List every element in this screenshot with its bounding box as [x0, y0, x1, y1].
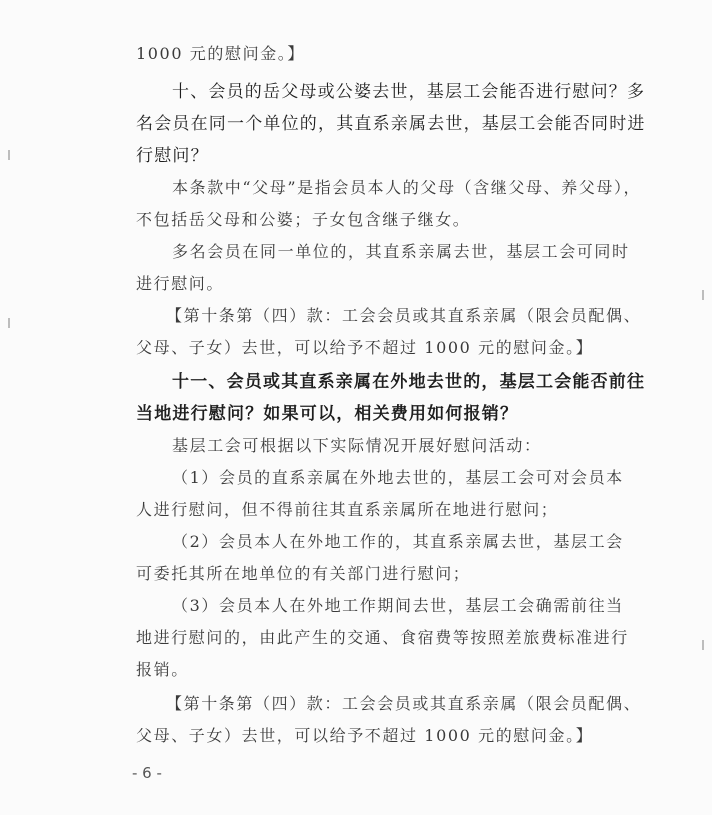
answer-11-item-3: 报销。	[136, 660, 189, 679]
regulation-citation: 父母、子女）去世，可以给予不超过 1000 元的慰问金。】	[136, 338, 594, 357]
answer-10-paragraph: 不包括岳父母和公婆；子女包含继子继女。	[136, 210, 471, 229]
regulation-citation: 父母、子女）去世，可以给予不超过 1000 元的慰问金。】	[136, 726, 594, 745]
answer-11-item-3: 地进行慰问的，由此产生的交通、食宿费等按照差旅费标准进行	[136, 628, 629, 647]
regulation-citation: 【第十条第（四）款：工会会员或其直系亲属（限会员配偶、	[166, 694, 642, 713]
answer-11-item-3: （3）会员本人在外地工作期间去世，基层工会确需前往当	[172, 596, 624, 615]
scan-margin-mark	[702, 290, 704, 300]
answer-11-item-2: （2）会员本人在外地工作的，其直系亲属去世，基层工会	[172, 532, 624, 551]
scan-margin-mark	[8, 150, 10, 160]
regulation-citation: 【第十条第（四）款：工会会员或其直系亲属（限会员配偶、	[166, 306, 642, 325]
answer-11-paragraph: 基层工会可根据以下实际情况开展好慰问活动：	[172, 436, 542, 455]
question-10-heading: 十、会员的岳父母或公婆去世，基层工会能否进行慰问？多	[172, 82, 646, 102]
page-number: - 6 -	[132, 764, 162, 782]
answer-10-paragraph: 本条款中“父母”是指会员本人的父母（含继父母、养父母），	[172, 178, 642, 197]
carryover-line: 1000 元的慰问金。】	[136, 44, 306, 63]
scan-margin-mark	[8, 318, 10, 328]
scan-margin-mark	[702, 640, 704, 650]
answer-10-paragraph: 多名会员在同一单位的，其直系亲属去世，基层工会可同时	[172, 242, 630, 261]
answer-11-item-2: 可委托其所在地单位的有关部门进行慰问；	[136, 564, 471, 583]
answer-10-paragraph: 进行慰问。	[136, 274, 225, 293]
question-10-heading: 行慰问？	[136, 146, 209, 166]
question-11-heading: 十一、会员或其直系亲属在外地去世的，基层工会能否前往	[172, 372, 646, 392]
answer-11-item-1: 人进行慰问，但不得前往其直系亲属所在地进行慰问；	[136, 500, 559, 519]
question-11-heading: 当地进行慰问？如果可以，相关费用如何报销？	[136, 404, 519, 424]
answer-11-item-1: （1）会员的直系亲属在外地去世的，基层工会可对会员本	[172, 468, 624, 487]
question-10-heading: 名会员在同一个单位的，其直系亲属去世，基层工会能否同时进	[136, 114, 646, 134]
